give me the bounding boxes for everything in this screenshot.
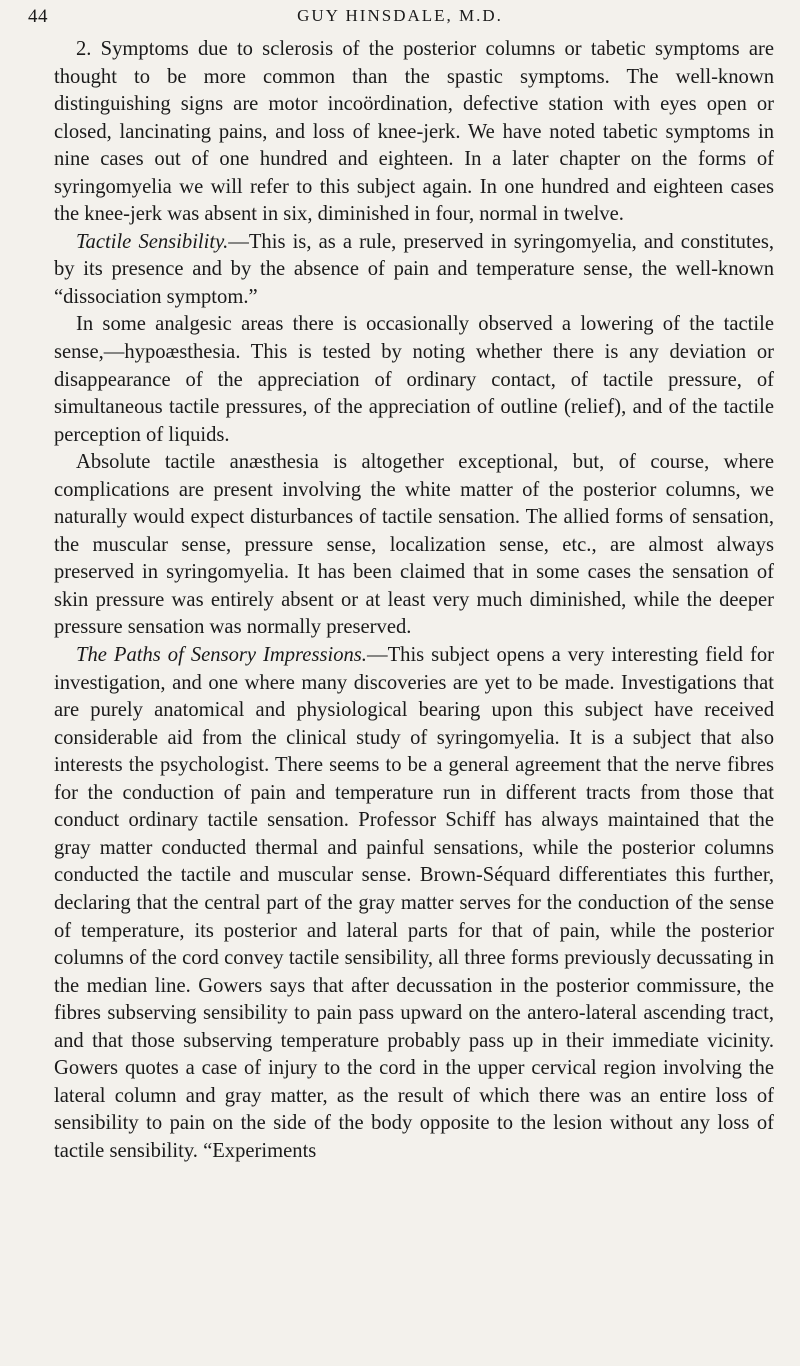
running-head: GUY HINSDALE, M.D.: [297, 6, 503, 25]
paragraph-tabetic-symptoms: [54, 36, 774, 229]
section-heading: The Paths of Sensory Impressions.: [76, 644, 367, 667]
paragraph-text: Absolute tactile anæsthesia is altogether exceptional, but, of course, where complications are present involving the white matter of the posterior columns, we naturally would expect disturbances of tactile sensation. The allied forms of sensation, the muscular sense, pressure sense, localization sense, etc., are almost always preserved in syringomyelia. It has been claimed that in some cases the sensation of skin pressure was entirely absent or at least very much diminished, while the deeper pressure sensation was normally preserved.: [54, 451, 774, 639]
paragraph-text: —This is, as a rule, preserved in syringomyelia, and constitutes, by its presence and by the absence of pain and temperature sense, the well-known “dissociation symptom.”: [54, 230, 774, 308]
paragraph-sensory-paths: [54, 642, 774, 1165]
paragraph-text: In some analgesic areas there is occasionally observed a lowering of the tactile sense,—hypoæsthesia. This is tested by noting whether there is any deviation or disappearance of the appreciation of ordinary contact, of tactile pressure, of simultaneous tactile pressures, of the appreciation of outline (relief), and of the tactile perception of liquids.: [54, 313, 774, 446]
section-heading: Tactile Sensibility.: [76, 230, 229, 253]
paragraph-tactile-sensibility: [54, 229, 774, 312]
page-header: [0, 6, 800, 36]
page-body: [54, 36, 774, 1165]
paragraph-hypoaesthesia: [54, 311, 774, 449]
paragraph-text: —This subject opens a very interesting field for investigation, and one where many discoveries are yet to be made. Investigations that are purely anatomical and physiological bearing upon this subject have received considerable aid from the clinical study of syringomyelia. It is a subject that also interests the psychologist. There seems to be a general agreement that the nerve fibres for the conduction of pain and temperature run in different tracts from those that conduct ordinary tactile sensation. Professor Schiff has always maintained that the gray matter conducted thermal and painful sensations, while the posterior columns conducted the tactile and muscular sense. Brown-Séquard differentiates this further, declaring that the central part of the gray matter serves for the conduction of the sense of temperature, its posterior and lateral parts for that of pain, while the posterior columns of the cord convey tactile sensibility, all three forms previously decussating in the median line. Gowers says that after decussation in the posterior commissure, the fibres subserving sensibility to pain pass upward on the antero-lateral ascending tract, and that those subserving temperature probably pass up in their immediate vicinity. Gowers quotes a case of injury to the cord in the upper cervical region involving the lateral column and gray matter, as the result of which there was an entire loss of sensibility to pain on the side of the body opposite to the lesion without any loss of tactile sensibility. “Experiments: [54, 644, 774, 1162]
paragraph-anaesthesia: [54, 449, 774, 642]
paragraph-text: 2. Symptoms due to sclerosis of the posterior columns or tabetic symptoms are thought to be more common than the spastic symptoms. The well-known distinguishing signs are motor incoördination, defective station with eyes open or closed, lancinating pains, and loss of knee-jerk. We have noted tabetic symptoms in nine cases out of one hundred and eighteen. In a later chapter on the forms of syringomyelia we will refer to this subject again. In one hundred and eighteen cases the knee-jerk was absent in six, diminished in four, normal in twelve.: [54, 38, 774, 226]
page-number: 44: [28, 6, 48, 27]
